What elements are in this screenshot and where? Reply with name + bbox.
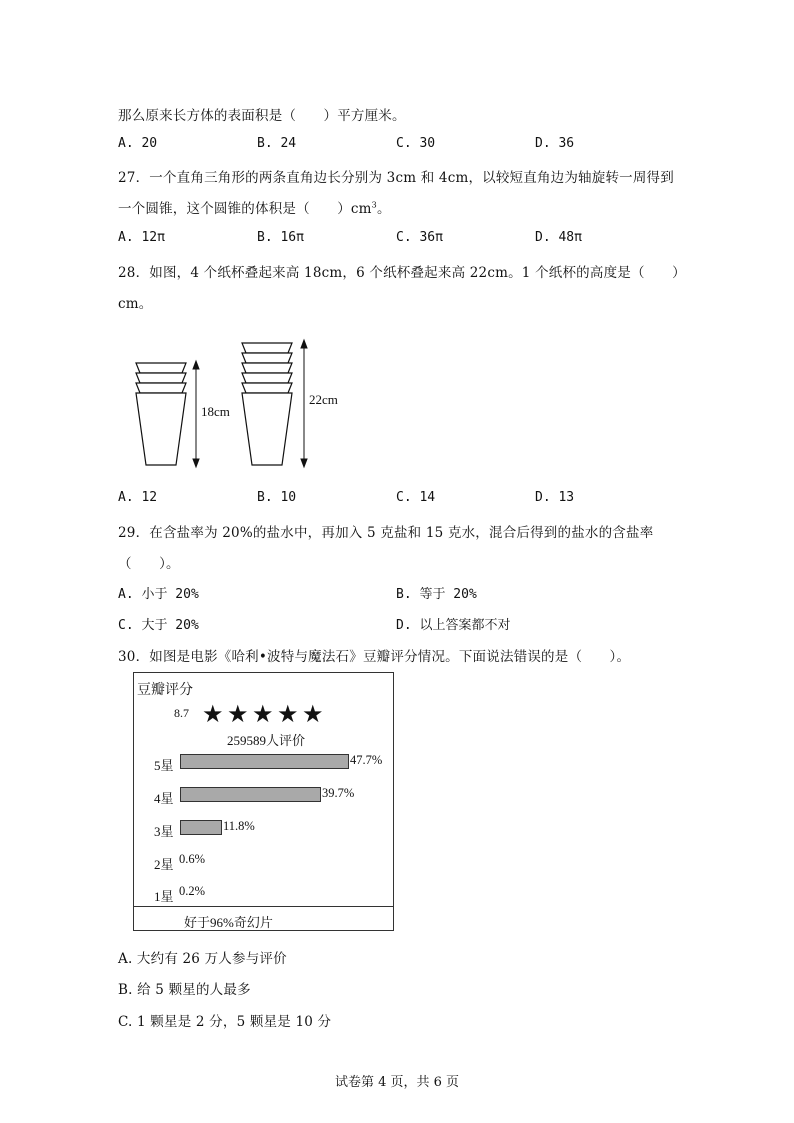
q30-line1: 30．如图是电影《哈利•波特与魔法石》豆瓣评分情况。下面说法错误的是（ ）。 — [118, 649, 631, 665]
cup-stack-left — [136, 363, 186, 465]
q28-option-b: B. 10 — [257, 490, 297, 505]
q28-line1: 28．如图，4 个纸杯叠起来高 18cm，6 个纸杯叠起来高 22cm。1 个纸杯的高度是（ ） — [118, 265, 686, 281]
q30-option-a: A. 大约有 26 万人参与评价 — [118, 951, 287, 967]
arrow-right — [301, 340, 307, 467]
q29-line2: （ ）。 — [118, 556, 180, 572]
star-icon: ★ — [202, 700, 224, 728]
row-label-2: 2星 — [154, 857, 174, 872]
row-percent-5: 47.7% — [350, 753, 383, 767]
star-icon: ★ — [252, 700, 274, 728]
q26-option-b: B. 24 — [257, 136, 297, 151]
rating-title: 豆瓣评分 — [137, 683, 193, 698]
q28-option-a: A. 12 — [118, 490, 158, 505]
row-label-1: 1星 — [154, 889, 174, 904]
star-icon: ★ — [302, 700, 324, 728]
row-percent-3: 11.8% — [223, 819, 255, 833]
row-label-3: 3星 — [154, 824, 174, 839]
q29-option-d: D. 以上答案都不对 — [396, 618, 511, 633]
q26-text: 那么原来长方体的表面积是（ ）平方厘米。 — [118, 108, 406, 124]
q29-option-c: C. 大于 20% — [118, 618, 199, 633]
page-footer: 试卷第 4 页，共 6 页 — [334, 1075, 460, 1090]
raters-count: 259589人评价 — [227, 733, 306, 748]
paper-cups-figure — [130, 336, 360, 476]
q28-line2: cm。 — [118, 296, 153, 312]
q29-option-b: B. 等于 20% — [396, 587, 477, 602]
label-18cm: 18cm — [201, 404, 230, 419]
rating-score: 8.7 — [174, 706, 189, 720]
rating-bar-5-star — [180, 754, 349, 769]
rating-footer: 好于96%奇幻片 — [184, 915, 273, 930]
q27-line2: 一个圆锥，这个圆锥的体积是（ ）$cm^3$。 — [118, 200, 391, 217]
q27-option-b: B. 16π — [257, 230, 304, 245]
q28-option-d: D. 13 — [535, 490, 575, 505]
q26-option-c: C. 30 — [396, 136, 436, 151]
q30-option-b: B. 给 5 颗星的人最多 — [118, 982, 251, 998]
rating-bar-3-star — [180, 820, 222, 835]
q27-line1: 27．一个直角三角形的两条直角边长分别为 3cm 和 4cm，以较短直角边为轴旋转一周得到 — [118, 170, 674, 186]
label-22cm: 22cm — [309, 392, 338, 407]
q29-line1: 29．在含盐率为 20%的盐水中，再加入 5 克盐和 15 克水，混合后得到的盐水的含盐率 — [118, 525, 654, 541]
q29-option-a: A. 小于 20% — [118, 587, 199, 602]
q26-option-a: A. 20 — [118, 136, 158, 151]
row-percent-1: 0.2% — [179, 884, 206, 898]
arrow-left — [193, 361, 199, 467]
star-icon: ★ — [227, 700, 249, 728]
q30-option-c: C. 1 颗星是 2 分，5 颗星是 10 分 — [118, 1014, 332, 1030]
cup-stack-right — [242, 343, 292, 465]
row-percent-4: 39.7% — [322, 786, 355, 800]
q26-option-d: D. 36 — [535, 136, 575, 151]
star-icon: ★ — [277, 700, 299, 728]
row-percent-2: 0.6% — [179, 852, 206, 866]
q27-option-c: C. 36π — [396, 230, 443, 245]
douban-rating-box — [133, 672, 394, 931]
rating-bar-4-star — [180, 787, 321, 802]
q28-option-c: C. 14 — [396, 490, 436, 505]
row-label-4: 4星 — [154, 791, 174, 806]
q27-option-a: A. 12π — [118, 230, 165, 245]
row-label-5: 5星 — [154, 758, 174, 773]
q27-option-d: D. 48π — [535, 230, 582, 245]
